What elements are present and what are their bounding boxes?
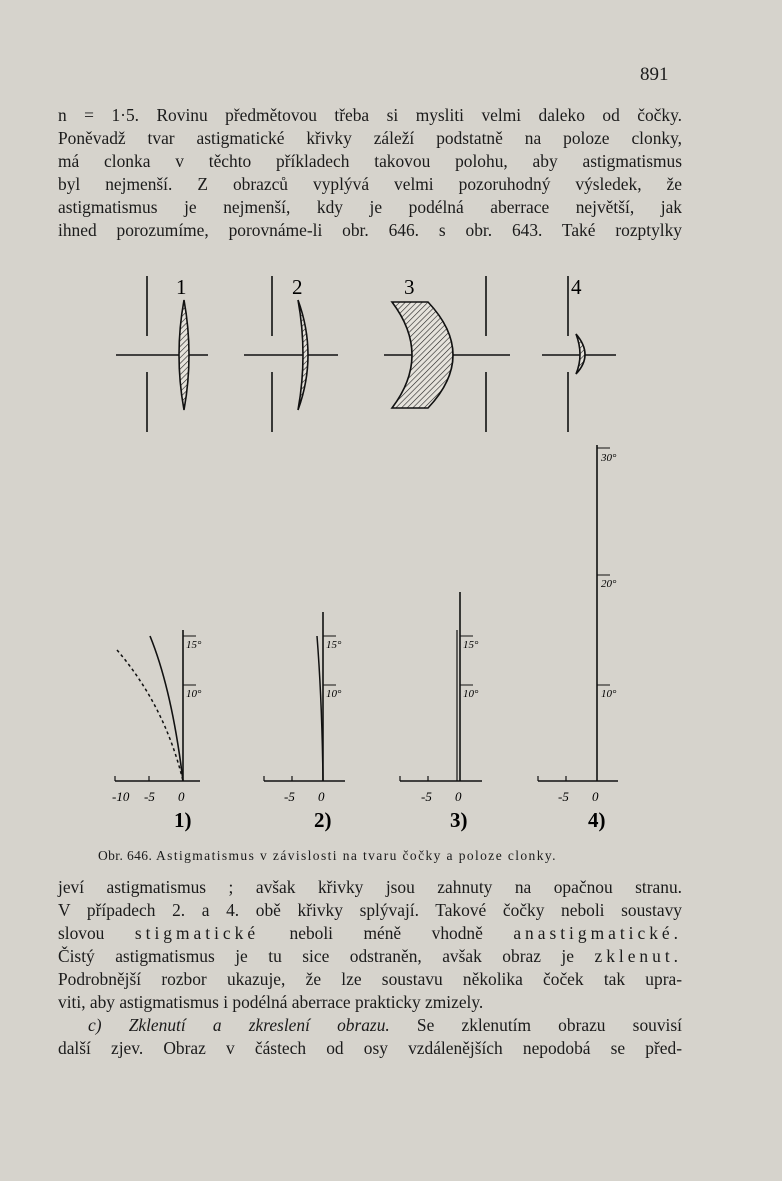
plot3-x-tick: 0: [455, 789, 462, 804]
text-line: astigmatismus je nejmenší, kdy je podélná aberrace největší, jak: [58, 197, 682, 217]
plot1-x-tick: -10: [112, 789, 130, 804]
term-curved: zklenut.: [594, 946, 683, 966]
plot4-x-tick: 0: [592, 789, 599, 804]
page-number: 891: [640, 64, 669, 85]
section-heading-line: [58, 1014, 682, 1037]
lens-diagram-4: [542, 276, 616, 432]
plot3-y-tick: 15°: [463, 639, 479, 651]
plot4-y-tick: 30°: [601, 452, 617, 464]
lens-label-1: 1: [176, 275, 187, 299]
text-fragment: neboli méně vhodně: [289, 923, 483, 943]
text-line: další zjev. Obraz v částech od osy vzdálenějších nepodobá se před-: [58, 1038, 682, 1058]
lens-label-4: 4: [571, 275, 582, 299]
plot4-y-tick: 10°: [601, 688, 617, 700]
text-line: byl nejmenší. Z obrazců vyplývá velmi pozoruhodný výsledek, že: [58, 174, 682, 194]
astigmatism-plot-1: [115, 630, 200, 781]
plot2-y-tick: 15°: [326, 639, 342, 651]
astigmatism-plot-3: [400, 592, 482, 781]
text-line: Poněvadž tvar astigmatické křivky záleží podstatně na poloze clonky,: [58, 128, 682, 148]
plot-label-1: 1): [174, 808, 192, 832]
term-anastigmatic: anastigmatické.: [513, 923, 682, 943]
text-line: jeví astigmatismus ; avšak křivky jsou zahnuty na opačnou stranu.: [58, 877, 682, 897]
figure-caption: [98, 848, 557, 864]
plot-label-2: 2): [314, 808, 332, 832]
section-marker: c): [88, 1015, 102, 1035]
plot1-x-tick: 0: [178, 789, 185, 804]
plot1-x-tick: -5: [144, 789, 155, 804]
plot2-y-tick: 10°: [326, 688, 342, 700]
text-line: V případech 2. a 4. obě křivky splývají. Takové čočky neboli soustavy: [58, 900, 682, 920]
text-line: n = 1·5. Rovinu předmětovou třeba si mysliti velmi daleko od čočky.: [58, 105, 682, 125]
text-fragment: Se zklenutím obrazu souvisí: [416, 1015, 682, 1035]
text-fragment: Čistý astigmatismus je tu sice odstraněn, avšak obraz je: [58, 946, 574, 966]
plot3-x-tick: -5: [421, 789, 432, 804]
text-line: viti, aby astigmatismus i podélná aberrace prakticky zmizely.: [58, 992, 484, 1012]
astigmatism-plot-4: [538, 445, 618, 781]
paragraph-bottom: [58, 876, 682, 1060]
plot-label-3: 3): [450, 808, 468, 832]
lens-diagram-1: [116, 276, 208, 432]
text-line: má clonka v těchto příkladech takovou polohu, aby astigmatismus: [58, 151, 682, 171]
lens-diagram-2: [244, 276, 338, 432]
lens-diagram-3: [384, 276, 510, 432]
plot1-y-tick: 15°: [186, 639, 202, 651]
text-fragment: slovou: [58, 923, 105, 943]
caption-text: Astigmatismus v závislosti na tvaru čočky a poloze clonky.: [156, 848, 557, 863]
plot4-x-tick: -5: [558, 789, 569, 804]
plot2-x-tick: 0: [318, 789, 325, 804]
plot-label-4: 4): [588, 808, 606, 832]
caption-label: Obr. 646.: [98, 848, 153, 863]
plot3-y-tick: 10°: [463, 688, 479, 700]
text-line: ihned porozumíme, porovnáme-li obr. 646. s obr. 643. Také rozptylky: [58, 220, 682, 240]
term-stigmatic: stigmatické: [134, 923, 260, 943]
section-title: Zklenutí a zkreslení obrazu.: [128, 1015, 390, 1035]
plot1-y-tick: 10°: [186, 688, 202, 700]
text-line: Podrobnější rozbor ukazuje, že lze soustavu několika čoček tak upra-: [58, 969, 682, 989]
plot4-y-tick: 20°: [601, 578, 617, 590]
lens-label-3: 3: [404, 275, 415, 299]
text-line: [58, 945, 682, 968]
text-line: [58, 922, 682, 945]
plot2-x-tick: -5: [284, 789, 295, 804]
lens-label-2: 2: [292, 275, 303, 299]
